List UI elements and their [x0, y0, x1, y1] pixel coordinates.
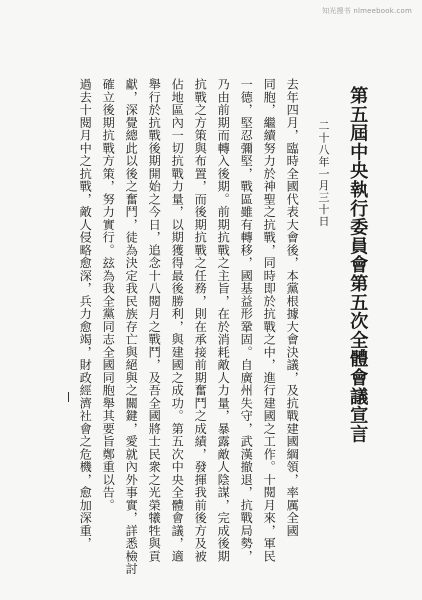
body-column: 去年四月，臨時全國代表大會後，本黨根據大會決議，及抗戰建國綱領，率厲全國: [285, 78, 300, 537]
body-column: 一德，堅忍彌堅，戰區雖有轉移，國基益形鞏固。自廣州失守，武漢撤退，抗戰局勢，: [239, 78, 254, 563]
body-column: 過去十閱月中之抗戰，敵人侵略愈深，兵力愈竭，財政經濟社會之危機，愈加深重，: [78, 78, 93, 550]
document-title: 第五屆中央執行委員會第五次全體會議宣言: [347, 86, 369, 444]
body-column: 乃由前期而轉入後期。前期抗戰之主旨，在於消耗敵人力量，暴露敵人陰謀，完成後期: [216, 78, 231, 563]
body-column: 舉行於抗戰後期開始之今日，追念十八閱月之戰鬥，及吾全國將士民衆之光榮犧牲與貢: [147, 78, 162, 563]
watermark-text: 知光搜书 nlmeebook.com: [322, 7, 412, 15]
page-marker: [68, 392, 69, 402]
body-column: 同胞，繼續努力於神聖之抗戰，同時即於抗戰之中，進行建國之工作。十閱月來，軍民: [262, 78, 277, 563]
body-column: 佔地區內一切抗戰力量，以期獲得最後勝利，與建國之成功。第五次中央全體會議，適: [170, 78, 185, 563]
body-column: 確立後期抗戰方策，努力實行。玆為我全黨同志全國同胞舉其要旨鄭重以告。: [101, 78, 116, 512]
body-column: 抗戰之方策與布置，而後期抗戰之任務，則在承接前期奮鬥之成績，發揮我前後方及被: [193, 78, 208, 563]
document-date: 二十八年一月三十日: [317, 120, 330, 228]
body-column: 獻，深覺總此以後之奮鬥，徒為決定我民族存亡與絕與之關鍵，愛就內外事實，詳悉檢討: [124, 78, 139, 576]
